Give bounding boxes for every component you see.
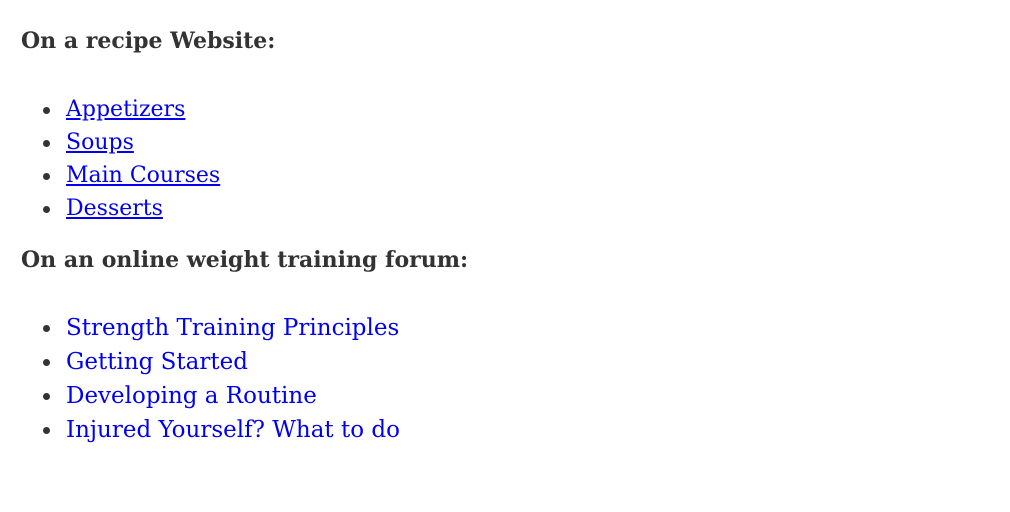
list-item <box>66 345 989 379</box>
getting-started-link[interactable]: Getting Started <box>66 349 248 375</box>
recipe-link-list <box>21 56 989 225</box>
list-item <box>66 192 989 225</box>
forum-section-heading: On an online weight training forum: <box>21 247 469 273</box>
forum-link-list <box>21 275 989 447</box>
list-item <box>66 159 989 192</box>
list-item <box>66 93 989 126</box>
list-item <box>66 379 989 413</box>
desserts-link[interactable]: Desserts <box>66 196 163 221</box>
soups-link[interactable]: Soups <box>66 130 134 155</box>
injured-yourself-link[interactable]: Injured Yourself? What to do <box>66 417 400 443</box>
developing-a-routine-link[interactable]: Developing a Routine <box>66 383 317 409</box>
recipe-section-heading: On a recipe Website: <box>21 28 276 54</box>
list-item <box>66 126 989 159</box>
strength-training-principles-link[interactable]: Strength Training Principles <box>66 315 400 341</box>
list-item <box>66 311 989 345</box>
list-item <box>66 413 989 447</box>
main-courses-link[interactable]: Main Courses <box>66 163 221 188</box>
appetizers-link[interactable]: Appetizers <box>66 97 186 122</box>
